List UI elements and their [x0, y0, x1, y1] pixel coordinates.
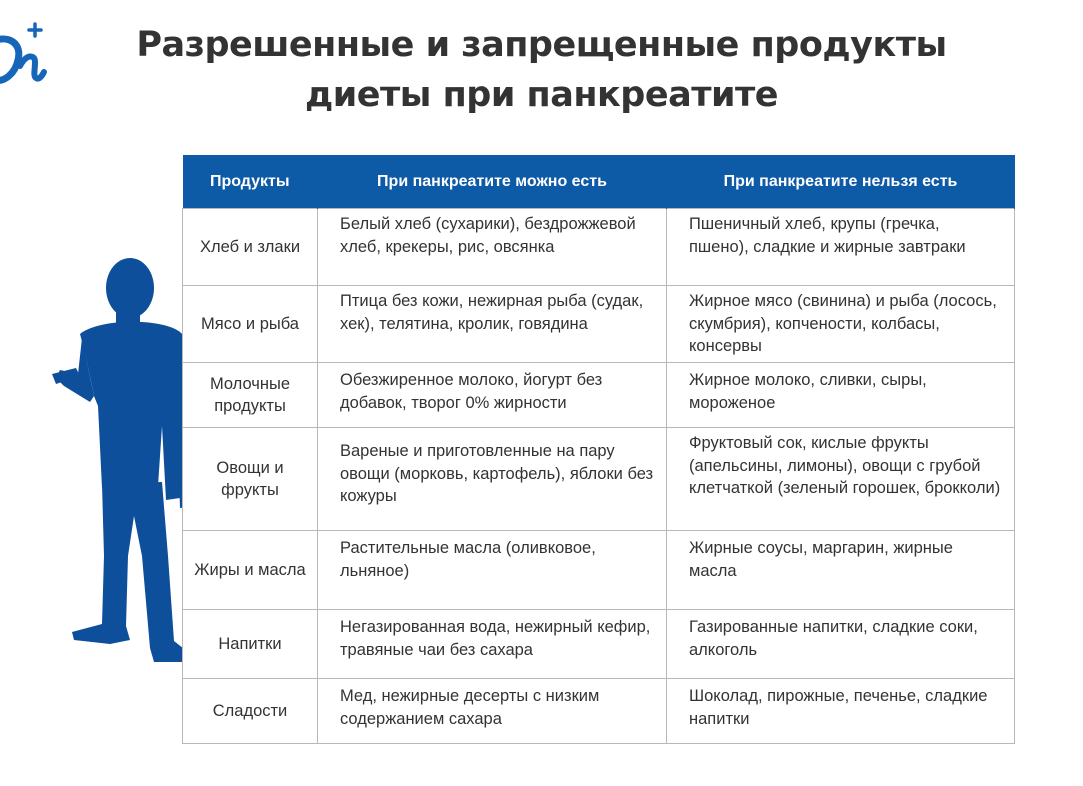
table-row — [183, 209, 1015, 286]
title-line-1: Разрешенные и запрещенные продукты — [136, 25, 947, 65]
forbidden-cell: Шоколад, пирожные, печенье, сладкие напитки — [667, 679, 1015, 744]
category-cell: Жиры и масла — [183, 531, 318, 610]
category-cell: Хлеб и злаки — [183, 209, 318, 286]
table-row — [183, 610, 1015, 679]
category-cell: Мясо и рыба — [183, 286, 318, 363]
diet-table — [182, 155, 1015, 744]
header-products: Продукты — [183, 155, 318, 209]
allowed-cell: Белый хлеб (сухарики), бездрожжевой хлеб, крекеры, рис, овсянка — [318, 209, 667, 286]
table-row — [183, 679, 1015, 744]
forbidden-cell: Жирные соусы, маргарин, жирные масла — [667, 531, 1015, 610]
allowed-cell: Обезжиренное молоко, йогурт без добавок, творог 0% жирности — [318, 363, 667, 428]
header-forbidden: При панкреатите нельзя есть — [667, 155, 1015, 209]
category-cell: Напитки — [183, 610, 318, 679]
allowed-cell: Растительные масла (оливковое, льняное) — [318, 531, 667, 610]
table-row — [183, 286, 1015, 363]
forbidden-cell: Пшеничный хлеб, крупы (гречка, пшено), сладкие и жирные завтраки — [667, 209, 1015, 286]
allowed-cell: Мед, нежирные десерты с низким содержанием сахара — [318, 679, 667, 744]
allowed-cell: Птица без кожи, нежирная рыба (судак, хек), телятина, кролик, говядина — [318, 286, 667, 363]
category-cell: Молочные продукты — [183, 363, 318, 428]
title-line-2: диеты при панкреатите — [304, 75, 779, 115]
forbidden-cell: Газированные напитки, сладкие соки, алкоголь — [667, 610, 1015, 679]
header-allowed: При панкреатите можно есть — [318, 155, 667, 209]
forbidden-cell: Жирное мясо (свинина) и рыба (лосось, скумбрия), копчености, колбасы, консервы — [667, 286, 1015, 363]
table-row — [183, 428, 1015, 531]
table-row — [183, 531, 1015, 610]
forbidden-cell: Жирное молоко, сливки, сыры, мороженое — [667, 363, 1015, 428]
allowed-cell: Вареные и приготовленные на пару овощи (морковь, картофель), яблоки без кожуры — [318, 428, 667, 531]
table-row — [183, 363, 1015, 428]
allowed-cell: Негазированная вода, нежирный кефир, травяные чаи без сахара — [318, 610, 667, 679]
table-header-row — [183, 155, 1015, 209]
category-cell: Сладости — [183, 679, 318, 744]
forbidden-cell: Фруктовый сок, кислые фрукты (апельсины, лимоны), овощи с грубой клетчаткой (зеленый горошек, брокколи) — [667, 428, 1015, 531]
category-cell: Овощи и фрукты — [183, 428, 318, 531]
page-title — [0, 20, 1083, 120]
